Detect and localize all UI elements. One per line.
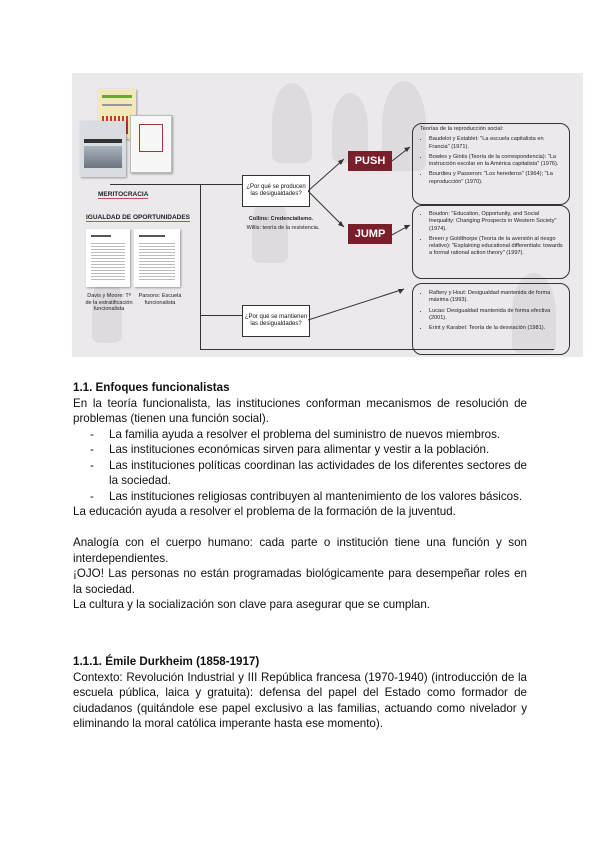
panel-mid-item: • Breen y Goldthorpe (Teoría de la aversión al riesgo relativo): "Explaining educational differentials: towards a formal rational action theory" (1997).: [429, 236, 564, 258]
list-item-text: Las instituciones religiosas contribuyen al mantenimiento de los valores básicos.: [109, 489, 523, 503]
list-item-text: Las instituciones políticas coordinan las actividades de los diferentes sectores de la sociedad.: [109, 458, 527, 487]
list-item: [73, 489, 527, 505]
question-box-maintain: ¿Por qué se mantienen las desigualdades?: [242, 305, 310, 337]
meritocracia-label: MERITOCRACIA: [98, 191, 149, 198]
panel-bot-item: • Erint y Karabel: Teoría de la desviación (1981).: [429, 325, 564, 332]
list-item: [73, 458, 527, 489]
list-bullet: -: [90, 427, 94, 441]
jump-tag: JUMP: [348, 224, 392, 244]
list-bullet: -: [90, 489, 94, 503]
subsection-heading: 1.1.1. Émile Durkheim (1858-1917): [73, 655, 260, 668]
concept-diagram: [72, 73, 583, 357]
book-caption-left: Davis y Moore: Tª de la estratificación funcionalista: [85, 293, 133, 313]
question-box-produce: ¿Por qué se producen las desigualdades?: [242, 175, 310, 207]
analogy-paragraph: Analogía con el cuerpo humano: cada parte o institución tiene una función y son interdependientes.: [73, 536, 527, 565]
book-page: [86, 229, 130, 287]
list-item-text: La familia ayuda a resolver el problema del suministro de nuevos miembros.: [109, 427, 501, 441]
section-heading: 1.1. Enfoques funcionalistas: [73, 381, 230, 394]
section-funcionalistas: [73, 380, 527, 613]
background-silhouette: [272, 83, 312, 163]
panel-maintained: [420, 290, 564, 335]
list-bullet: -: [90, 443, 94, 456]
igualdad-label: IGUALDAD DE OPORTUNIDADES: [86, 214, 191, 221]
willis-text: Willis: teoría de la resistencia.: [246, 225, 320, 231]
list-bullet: -: [90, 458, 94, 472]
panel-boudon: [420, 211, 564, 261]
connector-line: [110, 184, 242, 185]
book-page: [134, 229, 180, 287]
panel-bot-item: • Lucas: Desigualdad mantenida de forma efectiva (2001).: [429, 308, 564, 323]
panel-top-title: Teorías de la reproducción social:: [420, 126, 504, 132]
push-jump-arrows: [392, 125, 414, 275]
ojo-paragraph: ¡OJO! Las personas no están programadas biológicamente para desempeñar roles en la sociedad.: [73, 567, 527, 596]
panel-mid-item: • Boudon: "Education, Opportunity, and Social Inequality: Changing Prospects in Western Society" (1974).: [429, 211, 564, 233]
book-cover: [130, 115, 172, 173]
intro-paragraph: En la teoría funcionalista, las instituciones conforman mecanismos de resolución de problemas (tienen una función social).: [73, 396, 527, 425]
push-tag: PUSH: [348, 151, 392, 171]
panel-top-item: • Baudelot y Establet: "La escuela capitalista en Francia" (1971).: [429, 136, 564, 151]
spacer: [73, 520, 527, 536]
list-item-text: Las instituciones económicas sirven para alimentar y vestir a la población.: [109, 443, 490, 456]
arrows: [308, 153, 348, 243]
connector-line: [200, 184, 201, 349]
panel-reproduction: [420, 126, 564, 189]
list-item: [73, 427, 527, 443]
section-durkheim: [73, 654, 527, 732]
education-paragraph: La educación ayuda a resolver el problema de la formación de la juventud.: [73, 505, 456, 518]
connector-line: [200, 315, 242, 316]
book-caption-right: Parsons: Escuela funcionalista: [138, 293, 182, 306]
arrow-bottom: [308, 283, 408, 323]
culture-paragraph: La cultura y la socialización son clave para asegurar que se cumplan.: [73, 598, 431, 611]
context-paragraph: Contexto: Revolución Industrial y III República francesa (1970-1940) (introducción de la escuela pública, laica y gratuita): defensa del papel del Estado como formador de ciudadanos (quitándole ese papel exclusivo a las familias, actuando como nivelador y eliminando la moral católica imperante hasta ese momento).: [73, 670, 527, 730]
panel-bot-item: • Raftery y Hout: Desigualdad mantenida de forma máxima (1993).: [429, 290, 564, 305]
list-item: [73, 442, 527, 458]
panel-top-item: • Bourdieu y Passeron: "Los herederos" (1964); "La reproducción" (1970).: [429, 171, 564, 186]
book-cover: [80, 121, 126, 177]
institution-list: [73, 427, 527, 505]
collins-text: Collins: Credencialismo.: [248, 216, 314, 222]
panel-top-item: • Bowles y Gintis (Teoría de la correspondencia): "La instrucción escolar en la América capitalista" (1976).: [429, 154, 564, 169]
